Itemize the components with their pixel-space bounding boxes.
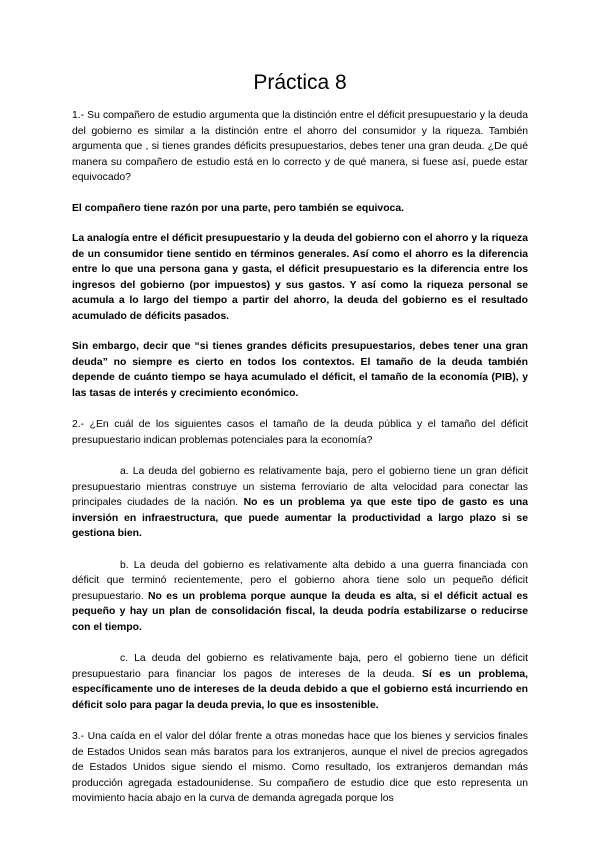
question-2-option-b [72, 558, 528, 636]
answer-1-intro: El compañero tiene razón por una parte, pero también se equivoca. [72, 202, 405, 214]
question-3: 3.- Una caída en el valor del dólar frente a otras monedas hace que los bienes y servicios finales de Estados Unidos sean más baratos para los extranjeros, aunque el nivel de precios agregados de Estados Unidos sigue siendo el mismo. Como resultado, los extranjeros demandan más producción agregada estadounidense. Su compañero de estudio dice que esto representa un movimiento hacia abajo en la curva de demanda agregada porque los [72, 731, 528, 804]
question-2-option-c [72, 651, 528, 713]
question-2-option-a [72, 464, 528, 542]
option-a-text: a. La deuda del gobierno es relativamente baja, pero el gobierno tiene un gran déficit presupuestario mientras construye un sistema ferroviario de alta velocidad para conectar las principales ciudades de la nación. [72, 466, 528, 508]
answer-1-paragraph-2: Sin embargo, decir que “si tienes grandes déficits presupuestarios, debes tener una gran deuda” no siempre es cierto en todos los contextos. El tamaño de la deuda también depende de cuánto tiempo se haya acumulado el déficit, el tamaño de la economía (PIB), y las tasas de interés y crecimiento económico. [72, 341, 528, 399]
option-b-text: b. La deuda del gobierno es relativamente alta debido a una guerra financiada con déficit que terminó recientemente, pero el gobierno ahora tiene solo un pequeño déficit presupuestario. [72, 559, 528, 602]
answer-1-paragraph-1: La analogía entre el déficit presupuestario y la deuda del gobierno con el ahorro y la riqueza de un consumidor tiene sentido en términos generales. Así como el ahorro es la diferencia entre lo que una persona gana y gasta, el déficit presupuestario es la diferencia entre los ingresos del gobierno (por impuestos) y sus gastos. Y así como la riqueza personal se acumula a lo largo del tiempo a partir del ahorro, la deuda del gobierno es el resultado acumulado de déficits pasados. [72, 233, 528, 322]
option-b-answer: No es un problema porque aunque la deuda es alta, si el déficit actual es pequeño y hay un plan de consolidación fiscal, la deuda podría estabilizarse o reducirse con el tiempo. [72, 590, 528, 633]
question-2: 2.- ¿En cuál de los siguientes casos el tamaño de la deuda pública y el tamaño del déficit presupuestario indican problemas potenciales para la economía? [72, 419, 528, 446]
option-c-answer: Sí es un problema, específicamente uno de intereses de la deuda debido a que el gobierno está incurriendo en déficit solo para pagar la deuda previa, lo que es insostenible. [72, 668, 528, 711]
question-1: 1.- Su compañero de estudio argumenta que la distinción entre el déficit presupuestario y la deuda del gobierno es similar a la distinción entre el ahorro del consumidor y la riqueza. También argumenta que , si tienes grandes déficits presupuestarios, debes tener una gran deuda. ¿De qué manera su compañero de estudio está en lo correcto y de qué manera, si fuese así, puede estar equivocado? [72, 110, 528, 183]
document-page [72, 70, 528, 807]
option-c-text: c. La deuda del gobierno es relativamente baja, pero el gobierno tiene un déficit presupuestario para financiar los pagos de intereses de la deuda. [72, 653, 528, 680]
page-title: Práctica 8 [253, 71, 347, 94]
option-a-answer: No es un problema ya que este tipo de gasto es una inversión en infraestructura, que puede aumentar la productividad a largo plazo si se gestiona bien. [72, 497, 528, 539]
